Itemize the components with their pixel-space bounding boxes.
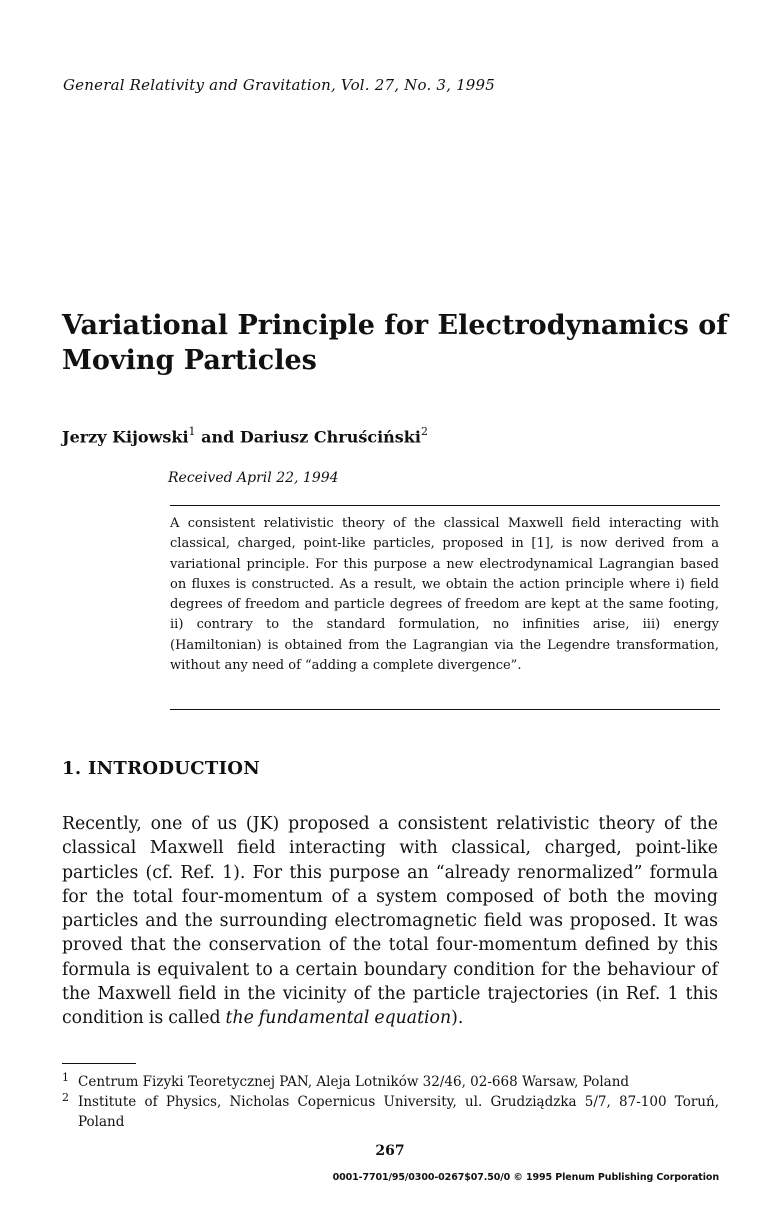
footnote-1-mark: 1: [62, 1071, 69, 1084]
intro-emphasis: the fundamental equation: [225, 1008, 452, 1029]
introduction-paragraph: [62, 812, 718, 1031]
abstract-bottom-rule: [170, 709, 720, 710]
author-1-affiliation-mark: 1: [188, 425, 196, 438]
article-title: Variational Principle for Electrodynamics of Moving Particles: [62, 310, 728, 376]
section-heading: 1. INTRODUCTION: [62, 758, 261, 779]
intro-text-part1: Recently, one of us (JK) proposed a consistent relativistic theory of the classical Maxwell field interacting with classical, charged, point-like particles (cf. Ref. 1). For this purpose an “already renormalized” formula for the total four-momentum of a system composed of both the moving particles and the surrounding electromagnetic field was proposed. It was proved that the conservation of the total four-momentum defined by this formula is equivalent to a certain boundary condition for the behaviour of the Maxwell field in the vicinity of the particle trajectories (in Ref. 1 this condition is called: [62, 814, 718, 1029]
copyright-line: 0001-7701/95/0300-0267$07.50/0 © 1995 Plenum Publishing Corporation: [332, 1172, 719, 1183]
footnote-rule: [62, 1063, 136, 1064]
footnote-1: [62, 1072, 719, 1092]
intro-text-part2: ).: [451, 1008, 464, 1029]
footnote-2-mark: 2: [62, 1091, 69, 1104]
author-1: Jerzy Kijowski: [62, 427, 189, 447]
footnote-1-text: Centrum Fizyki Teoretycznej PAN, Aleja Lotników 32/46, 02-668 Warsaw, Poland: [78, 1074, 630, 1090]
footnote-2-text: Institute of Physics, Nicholas Copernicus University, ul. Grudziądzka 5/7, 87-100 Toruń, Poland: [78, 1094, 719, 1130]
received-date: Received April 22, 1994: [168, 470, 339, 486]
abstract-top-rule: [170, 505, 720, 506]
author-conjunction: and: [195, 427, 240, 447]
author-2: Dariusz Chruściński: [239, 427, 421, 447]
author-line: [62, 426, 428, 446]
page-number: 267: [375, 1143, 405, 1159]
author-2-affiliation-mark: 2: [420, 425, 428, 438]
footnote-2: [62, 1092, 719, 1132]
journal-citation: General Relativity and Gravitation, Vol. 27, No. 3, 1995: [63, 76, 496, 94]
abstract: A consistent relativistic theory of the classical Maxwell field interacting with classical, charged, point-like particles, proposed in [1], is now derived from a variational principle. For this purpose a new electrodynamical Lagrangian based on fluxes is constructed. As a result, we obtain the action principle where i) field degrees of freedom and particle degrees of freedom are kept at the same footing, ii) contrary to the standard formulation, no infinities arise, iii) energy (Hamiltonian) is obtained from the Lagrangian via the Legendre transformation, without any need of “adding a complete divergence”.: [170, 516, 719, 674]
